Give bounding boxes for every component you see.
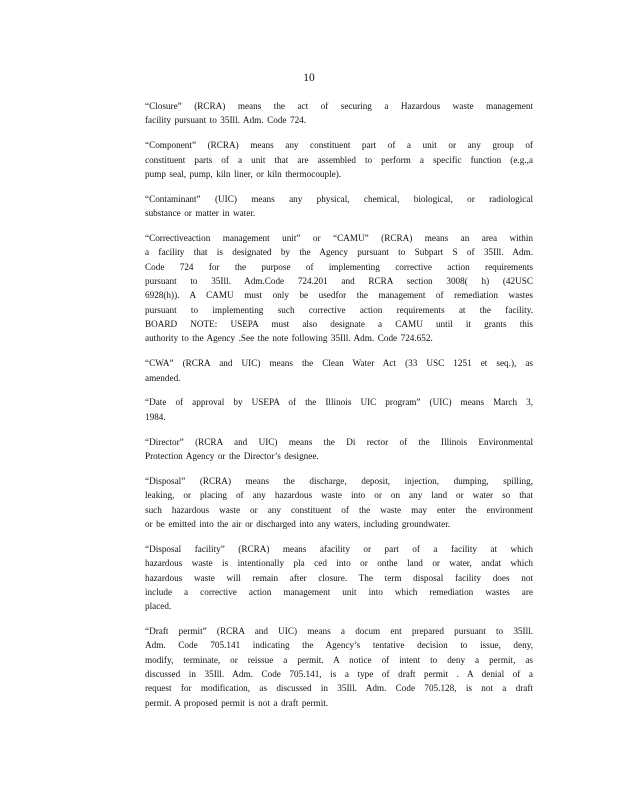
definition-line: include a corrective action management unit into which remediation wastes are [145, 586, 533, 597]
definition-line: “CWA” (RCRA and UIC) means the Clean Water Act (33 USC 1251 et seq.), as [145, 358, 533, 369]
definition-paragraph [145, 99, 533, 128]
definition-line: Code 724 for the purpose of implementing corrective action requirements [145, 261, 533, 272]
definition-paragraph [145, 395, 533, 424]
definition-paragraph [145, 542, 533, 613]
definition-line: “Disposal facility” (RCRA) means afacility or part of a facility at which [145, 543, 533, 554]
definition-line: amended. [145, 372, 181, 383]
definition-line: substance or matter in water. [145, 208, 256, 219]
definition-line: BOARD NOTE: USEPA must also designate a CAMU until it grants this [145, 318, 533, 329]
definition-paragraph [145, 356, 533, 385]
definition-line: modify, terminate, or reissue a permit. A notice of intent to deny a permit, as [145, 654, 533, 665]
definitions-list [145, 99, 533, 721]
definition-line: such hazardous waste or any constituent of the waste may enter the environment [145, 504, 533, 515]
definition-line: placed. [145, 601, 172, 612]
definition-line: request for modification, as discussed in 35Ill. Adm. Code 705.128, is not a draft [145, 683, 533, 694]
definition-line: discussed in 35Ill. Adm. Code 705.141, is a type of draft permit . A denial of a [145, 668, 533, 679]
definition-line: 6928(h)). A CAMU must only be usedfor the management of remediation wastes [145, 290, 533, 301]
definition-line: constituent parts of a unit that are assembled to perform a specific function (e.g.,a [145, 154, 533, 165]
definition-line: “Disposal” (RCRA) means the discharge, deposit, injection, dumping, spilling, [145, 476, 533, 487]
definition-paragraph [145, 138, 533, 181]
definition-line: or be emitted into the air or discharged into any waters, including groundwater. [145, 518, 451, 529]
definition-line: “Date of approval by USEPA of the Illinois UIC program” (UIC) means March 3, [145, 397, 533, 408]
definition-line: “Correctiveaction management unit” or “CAMU” (RCRA) means an area within [145, 233, 533, 244]
definition-line: “Contaminant” (UIC) means any physical, chemical, biological, or radiological [145, 193, 533, 204]
definition-line: pursuant to 35Ill. Adm.Code 724.201 and RCRA section 3008( h) (42USC [145, 276, 533, 287]
definition-line: Adm. Code 705.141 indicating the Agency’s tentative decision to issue, deny, [145, 640, 533, 651]
definition-line: 1984. [145, 411, 166, 422]
definition-line: “Component” (RCRA) means any constituent part of a unit or any group of [145, 140, 533, 151]
definition-line: leaking, or placing of any hazardous waste into or on any land or water so that [145, 490, 533, 501]
definition-line: Protection Agency or the Director’s designee. [145, 451, 319, 462]
definition-line: “Director” (RCRA and UIC) means the Di rector of the Illinois Environmental [145, 436, 533, 447]
definition-paragraph [145, 624, 533, 710]
definition-paragraph [145, 231, 533, 345]
definition-line: authority to the Agency .See the note following 35Ill. Adm. Code 724.652. [145, 333, 433, 344]
page-number: 10 [303, 72, 315, 84]
definition-line: “Closure” (RCRA) means the act of securing a Hazardous waste management [145, 101, 533, 111]
definition-line: “Draft permit” (RCRA and UIC) means a docum ent prepared pursuant to 35Ill. [145, 626, 533, 637]
definition-paragraph [145, 474, 533, 531]
definition-line: hazardous waste will remain after closure. The term disposal facility does not [145, 572, 533, 583]
definition-line: a facility that is designated by the Agency pursuant to Subpart S of 35Ill. Adm. [145, 247, 533, 258]
definition-line: pump seal, pump, kiln liner, or kiln thermocouple). [145, 168, 342, 179]
definition-line: hazardous waste is intentionally pla ced into or onthe land or water, andat which [145, 558, 533, 569]
definition-line: permit. A proposed permit is not a draft permit. [145, 697, 329, 708]
definition-line: facility pursuant to 35Ill. Adm. Code 724. [145, 115, 307, 126]
definition-paragraph [145, 192, 533, 221]
definition-line: pursuant to implementing such corrective action requirements at the facility. [145, 304, 533, 315]
definition-paragraph [145, 435, 533, 464]
